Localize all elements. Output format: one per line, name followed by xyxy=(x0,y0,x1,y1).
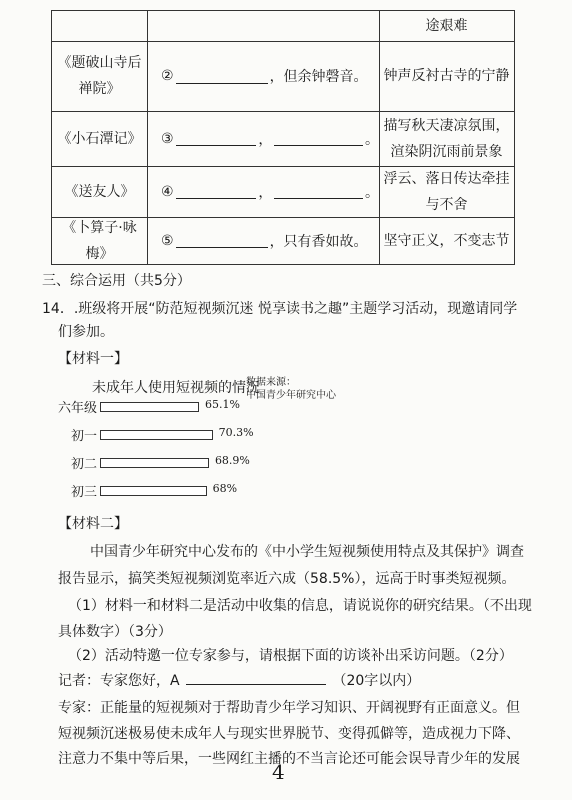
poetry-table xyxy=(51,10,515,265)
reporter-line xyxy=(58,670,420,690)
separator: 。 xyxy=(365,131,379,148)
bar-category-label: 六年级 xyxy=(58,401,98,416)
answer-blank[interactable] xyxy=(176,131,257,146)
table-cell-title: 《送友人》 xyxy=(64,183,135,200)
answer-blank[interactable] xyxy=(274,184,363,199)
table-cell-blank xyxy=(147,111,379,166)
separator: ， xyxy=(258,184,273,201)
table-cell-note: 钟声反衬古寺的宁静 xyxy=(383,68,510,84)
table-cell-title: 《卜算子·咏梅》 xyxy=(62,219,137,262)
bar xyxy=(100,402,199,412)
body-text: 注意力不集中等后果，一些网红主播的不当言论还可能会误导青少年的发展 xyxy=(58,751,520,767)
separator: 。 xyxy=(365,184,379,201)
question-text: 14．.班级将开展“防范短视频沉迷 悦享读书之趣”主题学习活动，现邀请同学 xyxy=(42,301,518,317)
bar-value-label: 68.9% xyxy=(214,454,250,467)
answer-blank[interactable] xyxy=(186,670,326,685)
item-number: ④ xyxy=(161,183,174,200)
answer-blank[interactable] xyxy=(176,233,268,248)
table-cell-blank xyxy=(147,217,379,264)
chart-source: 中国青少年研究中心 xyxy=(246,390,336,401)
question-text: 具体数字）（3分） xyxy=(58,624,172,640)
item-number: ③ xyxy=(161,130,174,147)
bar-category-label: 初二 xyxy=(71,457,98,472)
table-cell-note: 描写秋天凄凉氛围，渲染阴沉雨前景象 xyxy=(383,117,510,160)
bar xyxy=(100,458,209,468)
body-text: 专家：正能量的短视频对于帮助青少年学习知识、开阔视野有正面意义。但 xyxy=(58,700,520,716)
table-cell-blank xyxy=(147,166,379,217)
question-text: （1）材料一和材料二是活动中收集的信息，请说说你的研究结果。（不出现 xyxy=(68,598,532,614)
body-text: 中国青少年研究中心发布的《中小学生短视频使用特点及其保护》调查 xyxy=(90,544,524,560)
table-cell-title: 《小石潭记》 xyxy=(57,130,142,147)
table-cell-note: 坚守正义，不变志节 xyxy=(383,232,510,249)
bar-value-label: 68% xyxy=(212,482,238,495)
section-heading: 三、综合运用（共5分） xyxy=(42,273,191,289)
answer-blank[interactable] xyxy=(176,69,268,84)
body-text: 短视频沉迷极易使未成年人与现实世界脱节、变得孤僻等，造成视力下降、 xyxy=(58,726,520,742)
chart-title: 未成年人使用短视频的情况 xyxy=(92,380,260,396)
item-number: ② xyxy=(161,68,174,84)
table-cell-title: 《题破山寺后禅院》 xyxy=(57,55,142,97)
reporter-prefix: 记者：专家您好，A xyxy=(58,673,180,689)
bar xyxy=(100,486,207,496)
answer-blank[interactable] xyxy=(274,131,363,146)
poem-line: ，但余钟磬音。 xyxy=(269,69,368,85)
material-label: 【材料一】 xyxy=(58,351,128,367)
bar-value-label: 65.1% xyxy=(205,398,240,411)
material-label: 【材料二】 xyxy=(58,516,128,532)
separator: ， xyxy=(258,131,273,148)
body-text: 报告显示，搞笑类短视频浏览率近六成（58.5%），远高于时事类短视频。 xyxy=(58,571,516,587)
bar-value-label: 70.3% xyxy=(218,426,254,439)
bar-category-label: 初一 xyxy=(71,429,98,444)
question-text: （2）活动特邀一位专家参与，请根据下面的访谈补出采访问题。（2分） xyxy=(68,648,513,664)
question-text: 们参加。 xyxy=(58,324,114,340)
table-cell-blank xyxy=(147,41,379,111)
chart-source-label: 数据来源： xyxy=(246,377,296,388)
answer-blank[interactable] xyxy=(176,184,257,199)
bar-category-label: 初三 xyxy=(71,485,98,500)
item-number: ⑤ xyxy=(161,232,174,249)
bar xyxy=(100,430,213,440)
reporter-suffix: （20字以内） xyxy=(332,673,421,689)
table-cell-note: 浮云、落日传达牵挂与不舍 xyxy=(383,170,510,213)
table-header-cell: 途艰难 xyxy=(425,18,468,34)
page-number: 4 xyxy=(272,760,285,784)
poem-line: ，只有香如故。 xyxy=(269,233,368,250)
